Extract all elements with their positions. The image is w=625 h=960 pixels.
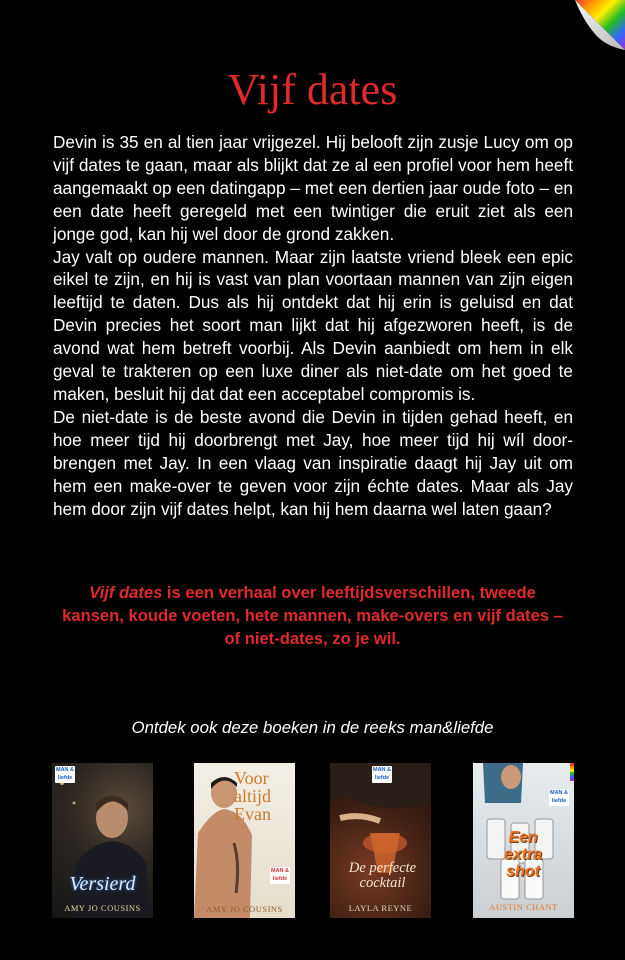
book-cover-author: AUSTIN CHANT [489,902,558,912]
rainbow-stripe-icon [570,763,574,781]
brand-logo: MAN & liefde [270,868,290,882]
brand-logo: MAN & liefde [372,767,392,781]
description-paragraph: De niet-date is de beste avond die Devin in tijden gehad heeft, en hoe meer tijd hij doorbrengt met Jay, hoe meer tijd hij wíl door-brengen met Jay. In een vlaag van inspiratie daagt hij Jay uit om hem een make-over te geven voor zijn échte dates. Maar als Jay hem door zijn vijf dates helpt, kan hij hem daarna wel laten gaan? [53,406,573,519]
book-description [53,131,573,520]
cover-illustration [330,763,431,918]
book-cover-title: Versierd [69,873,136,895]
book-title: Vijf dates [227,65,398,114]
book-cover-author: LAYLA REYNE [348,903,413,913]
brand-logo: MAN & liefde [55,767,75,781]
book-cover-author: AMY JO COUSINS [64,903,141,913]
book-cover-voor-altijd-evan[interactable] [194,763,295,918]
book-cover-title: Een extra shot [503,829,543,880]
description-paragraph: Devin is 35 en al tien jaar vrijgezel. Hij belooft zijn zusje Lucy om op vijf dates te gaan, maar als blijkt dat ze al een profiel voor hem heeft aangemaakt op een datingapp – met een dertien jaar oude foto – en een date heeft geregeld met een twintiger die eruit ziet als een jonge god, kan hij wel door de grond zakken. [53,132,573,244]
brand-logo: MAN & liefde [549,790,569,804]
description-paragraph: Jay valt op oudere mannen. Maar zijn laatste vriend bleek een epic eikel te zijn, en hij is vast van plan voortaan mannen van zijn eigen leeftijd te daten. Dus als hij ontdekt dat hij erin is geluisd en dat Devin precies het soort man lijkt dat hij afgezworen heeft, is de avond wat hem betreft voorbij. Als Devin aanbiedt om hem in elk geval te trakteren op een luxe diner als niet-date om het goed te maken, besluit hij dat dat een acceptabel compromis is. [53,246,573,404]
tagline [60,582,565,650]
book-cover-versierd[interactable] [52,763,153,918]
book-cover-author: AMY JO COUSINS [206,904,283,914]
book-cover-title: Voor altijd Evan [234,768,271,824]
tagline-text: is een verhaal over leeftijdsverschillen, tweede kansen, koude voeten, hete mannen, make-overs en vijf dates – of niet-dates, zo je wil. [62,583,563,648]
tagline-title: Vijf dates [89,583,163,602]
book-cover-de-perfecte-cocktail[interactable] [330,763,431,918]
book-cover-een-extra-shot[interactable] [473,763,574,918]
book-covers [0,763,625,919]
book-cover-title: De perfecte cocktail [348,860,417,891]
rainbow-page-curl-icon [575,0,625,50]
series-heading: Ontdek ook deze boeken in de reeks man&liefde [131,718,494,737]
